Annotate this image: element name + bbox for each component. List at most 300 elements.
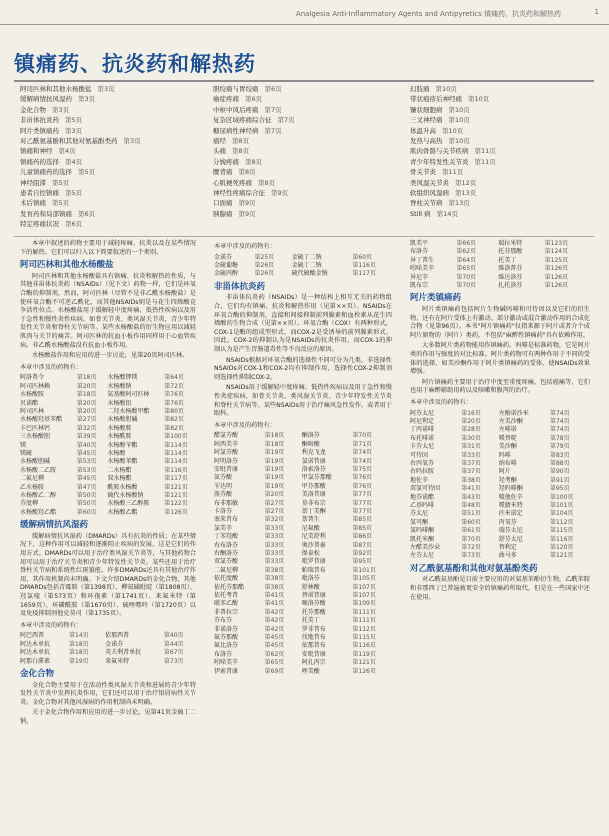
paragraph: 金化合物主要用于在活动性类风湿关节炎和进展的青少年特发性关节炎中发挥抗炎作用，它们还可以用于治疗银屑病性关节炎。金化合物对其他风湿病的作用机制尚未明确。 [20, 681, 196, 706]
drug-page: 第50页 [76, 500, 97, 508]
drug-name: 萘普生 [301, 516, 320, 524]
drug-page: 第79页 [549, 443, 570, 451]
drug-name: 右布洛芬 [214, 541, 239, 549]
table-row [410, 477, 590, 485]
drug-page: 第42页 [264, 608, 285, 616]
toc-entry [20, 157, 141, 167]
drug-page: 第100页 [549, 493, 574, 501]
drug-page: 第16页 [461, 409, 481, 417]
table-row [20, 475, 196, 483]
drug-name: 托美丁 [498, 256, 517, 264]
toc-entry-page: 第6页 [245, 95, 263, 104]
toc-entry-page: 第4页 [65, 157, 83, 166]
toc-entry-title: 特定疼痛状况 [20, 220, 59, 229]
drug-name: 阿司匹林赖 [20, 382, 51, 390]
drug-page: 第51页 [461, 510, 481, 518]
drug-page: 第20页 [461, 417, 481, 425]
table-row [214, 441, 392, 449]
toc-entry [213, 115, 295, 125]
toc-entry-title: 复杂区域疼痛综合征 [213, 116, 272, 125]
table-row [214, 575, 392, 583]
toc-entry [213, 198, 295, 208]
drug-name: 酰胺水杨酸 [107, 483, 138, 491]
paragraph: 阿司匹林和其他水杨酸盐具有镇痛、抗炎和解热的性质，与其他非甾体抗炎药（NSAIDs）（见下文）药物一样，它们是环氧合酶的抑制剂，然而，阿司匹林（尽管不是非乙酰水杨酸盐）是使环氧合酶不可逆乙酰化，而其他NSAIDs则是与花生四烯酸竞争活性位点。水杨酸盐用于缓解轻中度疼痛、低热性疾病以及用于急性和慢性炎性疾病，如骨关节炎、类风湿关节炎，青少年特发性关节炎和脊柱关节病等。某些水杨酸盐的衍生物应用以减轻肌肉与关节的痛苦。阿司匹林的抗血小板作用同样用于心血管疾病。非乙酰水杨酸盐没有抗血小板作用。 [20, 272, 196, 349]
toc-entry-page: 第13页 [455, 189, 477, 198]
toc-entry-page: 第7页 [264, 105, 282, 114]
section-heading-salicylates: 阿司匹林和其他水杨酸盐 [20, 260, 114, 271]
toc-entry-title: 肌肉骨骼与关节疾病 [410, 147, 469, 156]
table-row [20, 500, 196, 508]
drug-name: 尼氟酸 [301, 524, 320, 532]
drug-name: 甲氯芬那酸 [301, 474, 332, 482]
drug-page: 第76页 [164, 399, 184, 407]
table-row [20, 649, 196, 657]
drug-name: 阿司匹林 [20, 407, 45, 415]
toc-entry-page: 第10页 [442, 126, 464, 135]
drug-page: 第74页 [352, 457, 373, 465]
drug-page: 第70页 [461, 535, 481, 543]
toc-entry-title: 心肌梗死疼痛 [213, 178, 252, 187]
drug-page: 第31页 [461, 443, 481, 451]
drug-name: 左芬太尼 [410, 552, 435, 560]
drug-name: 瑞拉米特 [498, 240, 523, 247]
drug-name: 水杨酸钠 [107, 382, 132, 390]
table-row [214, 491, 392, 499]
drug-page: 第112页 [352, 625, 376, 633]
drug-page: 第126页 [352, 667, 376, 675]
drug-name: 水杨酸 [107, 449, 126, 457]
drug-page: 第38页 [264, 583, 285, 591]
drug-page: 第100页 [164, 433, 188, 441]
drug-page: 第115页 [549, 527, 574, 535]
toc-entry [213, 146, 295, 156]
table-row [214, 659, 392, 667]
toc-entry [410, 115, 496, 125]
drug-name: 唑美酸 [301, 667, 320, 675]
drug-name: 阿扎丙宗 [301, 659, 326, 667]
drug-name: 帕瑞昔布 [301, 566, 326, 574]
toc-entry [20, 146, 141, 156]
drug-list-label: 本章中涉及的药物有： [214, 421, 276, 429]
drug-table [410, 410, 590, 561]
toc-entry-page: 第3页 [78, 95, 96, 104]
drug-name: 阿那白滞素 [20, 657, 51, 665]
drug-name: 阿洛普令 [20, 374, 45, 382]
drug-page: 第40页 [163, 632, 184, 640]
drug-name: 酮咯酸 [301, 440, 320, 448]
table-row [214, 525, 392, 533]
toc-entry-page: 第10页 [448, 137, 470, 146]
drug-name: 二羟水杨酸甲酯 [107, 407, 150, 415]
drug-name: 尼美舒利 [301, 533, 326, 541]
drug-name: 纳布啡 [498, 460, 517, 467]
drug-name: 酮洛芬 [301, 432, 320, 440]
drug-page: 第114页 [164, 449, 188, 457]
toc-entry [20, 94, 141, 104]
table-row [410, 265, 590, 273]
paragraph: 大多数阿片类药物能用作镇痛药。吗啡是标准药物，它是阿片类的作用与强度的对比标准。阿片类药物可有两种作用于不同的受体的选择，如美沙酮作用于阿片类镇痛药的受体，使NSAIDs效果增强。 [410, 342, 590, 376]
drug-page: 第107页 [352, 583, 376, 591]
drug-name: 乙基吗啡 [410, 502, 435, 510]
drug-name: 水杨酸胺 [107, 424, 132, 432]
drug-list-label: 本章中涉及的药物有： [20, 621, 82, 629]
drug-page: 第74页 [549, 426, 570, 434]
toc-entry [410, 146, 496, 156]
toc-entry [20, 126, 141, 136]
paragraph: 非甾体抗炎药（NSAIDs）是一种结构上相互无关的药物组合，它们均有镇痛、抗炎和解热作用（见第××页）。NSAIDs在环氧合酶的抑制剂，直接和间接抑制前列腺素和血栓素从花生四烯酸的生物合成（见第××页）。环氧合酶（COX）有两种形式，COX-1是酶的组成型形式，而COX-2是受诱导的前列腺素形式。因此，COX-2的抑制认为是NSAIDs的抗炎作用，而COX-1的抑制认为是产生胃肠道毒性等不良反应的原因。 [214, 294, 392, 353]
drug-page: 第105页 [352, 575, 376, 583]
drug-name: 氯美辛 [214, 524, 233, 532]
table-row [20, 433, 196, 441]
drug-name: 哌替啶 [498, 434, 517, 442]
table-row [20, 425, 196, 433]
table-row [410, 494, 590, 502]
drug-page: 第50页 [76, 492, 97, 499]
drug-name: 二水杨酯 [107, 466, 132, 474]
drug-page: 第119页 [352, 650, 376, 658]
table-row [410, 510, 590, 518]
drug-page: 第126页 [164, 508, 188, 516]
body-column-2 [214, 240, 392, 679]
drug-name: 托芬那酸 [498, 248, 523, 256]
toc-entry [410, 84, 496, 94]
drug-page: 第33页 [264, 558, 285, 566]
drug-page: 第114页 [164, 458, 188, 466]
drug-name: 安吡昔康 [301, 650, 326, 658]
drug-page: 第41页 [264, 600, 285, 608]
drug-name: 替诺昔康 [301, 592, 326, 600]
drug-page: 第14页 [69, 632, 89, 640]
toc-entry-title: 类风湿关节炎 [410, 178, 449, 187]
drug-page: 第33页 [264, 524, 285, 532]
toc-entry-page: 第8页 [258, 178, 276, 187]
drug-page: 第77页 [352, 491, 373, 499]
drug-name: 维洛普芬 [498, 265, 523, 273]
drug-name: 水杨酸三乙醇胺 [107, 500, 150, 508]
toc-entry [213, 105, 295, 115]
toc-entry-title: 非甾体抗炎药 [20, 116, 59, 125]
toc-column-1 [20, 84, 141, 230]
drug-page: 第18页 [69, 649, 89, 657]
toc-entry [20, 209, 141, 219]
drug-name: 托芬那酸 [301, 608, 326, 616]
table-row [410, 536, 590, 544]
drug-name: 依托芬那酯 [214, 583, 245, 591]
drug-page: 第42页 [264, 617, 285, 625]
drug-name: 贝诺酯 [20, 399, 39, 407]
drug-name: 金诺芬 [214, 253, 233, 261]
drug-page: 第41页 [461, 485, 481, 493]
drug-name: 乙水杨胺 [20, 483, 45, 491]
toc-entry-page: 第3页 [52, 105, 70, 114]
drug-name: 噻洛芬酸 [301, 600, 326, 608]
drug-name: 舒林酸 [301, 583, 320, 591]
drug-page: 第72页 [164, 382, 184, 390]
toc-entry-title: 青少年特发性关节炎 [410, 157, 469, 166]
table-row [20, 467, 196, 475]
drug-page: 第76页 [164, 391, 184, 399]
drug-page: 第76页 [352, 482, 373, 490]
toc-entry [20, 84, 141, 94]
drug-page: 第107页 [352, 592, 376, 600]
toc-entry [410, 94, 496, 104]
toc-entry-title: 头痛 [213, 147, 226, 156]
drug-name: 三水杨酸胆 [20, 433, 51, 441]
drug-name: 托美丁 [301, 617, 320, 625]
toc-entry [213, 136, 295, 146]
drug-name: 羟吗啡酮 [498, 485, 523, 493]
drug-table [20, 632, 196, 666]
drug-name: 右酮洛芬 [214, 550, 239, 557]
drug-page: 第19页 [264, 474, 285, 482]
table-row [214, 533, 392, 541]
drug-page: 第61页 [461, 527, 481, 535]
section-heading-nsaids: 非甾体抗炎药 [214, 281, 266, 292]
drug-page: 第65页 [264, 659, 285, 667]
drug-name: 左醋美沙朵 [410, 544, 441, 552]
toc-entry-title: 软组织风湿病 [410, 189, 449, 198]
toc-entry [20, 219, 141, 229]
drug-name: 曲马多 [498, 552, 517, 560]
drug-page: 第38页 [264, 575, 285, 583]
drug-table [214, 432, 392, 676]
toc-entry-page: 第3页 [65, 126, 83, 135]
drug-name: 水杨酸乙二醇 [20, 492, 57, 499]
drug-name: 扎托洛芬 [498, 282, 523, 290]
drug-name: 苄达明 [214, 482, 233, 490]
paragraph: 阿片镇痛药主要用于治疗中度至重度疼痛，包括癌痛等，它们也用于麻醉辅助用药以及咳嗽和腹泻的治疗。 [410, 378, 590, 395]
drug-name: 异丁普生 [410, 256, 435, 264]
drug-name: 伐地昔布 [301, 634, 326, 642]
toc-entry [410, 198, 496, 208]
drug-page: 第25页 [254, 253, 275, 261]
drug-name: 水杨酸胆碱 [107, 416, 138, 424]
drug-name: 阿片 [498, 468, 511, 476]
toc-entry-page: 第9页 [238, 199, 256, 208]
drug-name: 洛索洛芬 [301, 465, 326, 473]
table-row [20, 391, 196, 399]
drug-page: 第41页 [264, 592, 285, 600]
table-row [214, 567, 392, 575]
drug-name: 溴芬酸 [214, 491, 233, 499]
drug-name: 水杨酸钾镁 [107, 374, 138, 382]
drug-name: 醋氯芬酸 [214, 432, 239, 440]
toc-entry-page: 第13页 [448, 199, 470, 208]
drug-name: 双氢可待因 [410, 485, 441, 493]
drug-page: 第73页 [461, 552, 481, 560]
toc-entry [213, 84, 295, 94]
drug-page: 第70页 [456, 273, 477, 281]
drug-page: 第90页 [549, 468, 570, 476]
drug-page: 第121页 [549, 552, 574, 560]
drug-page: 第72页 [461, 544, 481, 552]
drug-page: 第30页 [461, 434, 481, 442]
drug-page: 第62页 [264, 650, 285, 658]
toc-entry-page: 第8页 [232, 147, 250, 156]
drug-name: 甲芬那酸 [301, 482, 326, 490]
drug-page: 第66页 [456, 240, 477, 247]
drug-name: 吲哚美辛 [410, 265, 435, 273]
drug-page: 第28页 [461, 426, 481, 434]
table-row [214, 474, 392, 482]
toc-entry [20, 188, 141, 198]
toc-entry [213, 157, 295, 167]
section-heading-dmards: 缓解病情抗风湿药 [20, 520, 89, 531]
toc-entry-title: Still 病 [410, 209, 431, 218]
drug-name: 金硫丁二钠 [291, 253, 322, 261]
drug-name: 阿达木单抗 [20, 640, 51, 648]
drug-name: 异尼辛 [410, 273, 429, 281]
table-row [410, 452, 590, 460]
drug-name: 舒芬太尼 [498, 535, 523, 543]
table-row [410, 519, 590, 527]
drug-page: 第18页 [69, 640, 89, 648]
drug-page: 第20页 [264, 491, 285, 499]
drug-name: 阿巴西普 [20, 632, 45, 640]
toc-entry [410, 178, 496, 188]
toc-entry [20, 198, 141, 208]
paragraph: 对乙酰氨基酚是目前主要应用的对氨基苯酚衍生物，乙酰苯胺和非那西丁已普遍被更安全的镇痛药所取代，但是在一些国家中还在使用。 [410, 576, 590, 601]
table-row [214, 642, 392, 650]
drug-name: 吡罗昔康 [301, 558, 326, 566]
drug-page: 第125页 [544, 256, 569, 264]
drug-page: 第76页 [352, 474, 373, 482]
toc-entry [20, 115, 141, 125]
drug-name: 替利定 [498, 544, 517, 552]
toc-entry-title: 金化合物 [20, 105, 46, 114]
drug-page: 第88页 [549, 460, 570, 467]
drug-name: 阿达木单抗 [20, 649, 51, 657]
drug-page: 第64页 [164, 374, 184, 382]
paragraph: 缓解病情抗风湿药（DMARDs）具有抗炎的性质；在某些情况下，这种作用可以减轻和逐渐阻止疾病的发展，这是它们的作用方式。DMARDs可以用于治疗类风湿关节炎等，与其他药物合用可以用于治疗关节炎和青少年特发性关节炎。某些还用于治疗脊柱关节病和系统性红斑狼疮。许多DMARDs还具有其他治疗作用，其作用机制尚未明确。下文介绍DMARDs的金化合物，其他DMARDs包括青霉胺（第1398页）、柳氮磺吡啶（第1808页）、羟氯喹（第573页）和环孢素（第1741页）、来氟米特（第1659页）、环磷酰胺（第1670页）、硫唑嘌呤（第1720页）以及免疫抑制剂他克莫司（第1735页）。 [20, 532, 196, 618]
drug-page: 第112页 [549, 518, 574, 526]
toc-entry-title: 发育药和局部镇痛 [20, 209, 72, 218]
toc-entry-page: 第11页 [474, 147, 496, 156]
drug-page: 第74页 [549, 409, 570, 417]
drug-name: 依那昔布 [301, 642, 326, 650]
body-column-3 [410, 240, 590, 604]
toc-entry-page: 第5页 [65, 189, 83, 198]
running-header [0, 0, 609, 25]
toc-entry [20, 136, 141, 146]
toc-entry-page: 第8页 [232, 137, 250, 146]
drug-page: 第45页 [264, 642, 285, 650]
drug-page: 第121页 [352, 659, 376, 667]
drug-name: 羟考酮 [498, 476, 517, 484]
drug-page: 第18页 [76, 374, 97, 382]
drug-page: 第126页 [544, 265, 569, 273]
drug-name: 布非那敏 [214, 499, 239, 507]
table-row [214, 668, 392, 676]
toc-entry-title: 口面痛 [213, 199, 233, 208]
drug-name: 氯诺昔康 [301, 457, 326, 465]
table-row [214, 254, 392, 262]
drug-page: 第44页 [163, 640, 184, 648]
section-heading-gold: 金化合物 [20, 668, 55, 679]
table-row [20, 509, 196, 517]
drug-page: 第40页 [76, 441, 97, 449]
paragraph: 关于金化合物作用和应用的进一步讨论，见第41页金硫丁二钠。 [20, 709, 196, 725]
toc-divider [14, 236, 594, 237]
toc-entry-title: 脊柱关节病 [410, 199, 443, 208]
drug-name: 凯美平 [410, 240, 429, 247]
drug-name: 氟比洛芬 [214, 642, 239, 650]
toc-entry-page: 第8页 [238, 168, 256, 177]
drug-page: 第19页 [264, 449, 285, 457]
drug-page: 第124页 [544, 248, 569, 256]
table-row [214, 558, 392, 566]
table-row [20, 641, 196, 649]
toc-entry-title: 阿片类镇痛药 [20, 126, 59, 135]
drug-name: 伊索昔康 [214, 667, 239, 675]
toc-entry [20, 178, 141, 188]
paragraph: 水杨酸盐作用和应用的进一步讨论，见第20页阿司匹林。 [32, 352, 189, 360]
drug-page: 第45页 [76, 449, 97, 457]
toc-entry-title: 体温升高 [410, 126, 436, 135]
toc-entry [213, 126, 295, 136]
drug-name: 利克飞龙 [301, 449, 326, 457]
toc-entry-page: 第5页 [78, 168, 96, 177]
drug-name: 水杨酸羟基苯酯 [20, 416, 63, 424]
drug-page: 第77页 [352, 499, 373, 507]
drug-page: 第123页 [544, 240, 569, 247]
toc-entry [213, 178, 295, 188]
drug-name: 硫代水杨酸钠 [107, 492, 144, 499]
drug-page: 第78页 [549, 434, 570, 442]
toc-entry-page: 第5页 [65, 116, 83, 125]
drug-name: 氟芬那酸 [214, 634, 239, 642]
drug-name: 水杨酸苯酯 [107, 458, 138, 466]
toc-entry [410, 167, 496, 177]
drug-page: 第67页 [163, 649, 184, 657]
drug-page: 第20页 [76, 399, 97, 407]
drug-name: 水杨酰胺 [107, 433, 132, 441]
drug-page: 第60页 [352, 253, 373, 261]
drug-name: 瑞芬太尼 [498, 527, 523, 535]
section-heading-paracetamol: 对乙酰氨基酚和其他对氨基酚类药 [410, 563, 538, 574]
drug-name: 阿氯芬酸 [214, 449, 239, 457]
drug-name: 匹米诺定 [498, 510, 523, 518]
toc-entry-title: 糖尿病性神经病 [213, 126, 259, 135]
drug-name: 双水杨酯 [107, 475, 132, 483]
drug-page: 第38页 [461, 476, 481, 484]
drug-page: 第87页 [352, 541, 373, 549]
toc-entry [410, 126, 496, 136]
toc-entry-title: 中枢中风后疼痛 [213, 105, 259, 114]
drug-page: 第48页 [461, 502, 481, 510]
table-row [20, 484, 196, 492]
drug-name: 水杨酸铝 [107, 399, 132, 407]
drug-name: 依托度酸 [214, 575, 239, 583]
drug-list-label: 本章中涉及的药物有： [410, 398, 472, 406]
toc-entry [213, 209, 295, 219]
drug-page: 第116页 [164, 466, 188, 474]
table-row [410, 552, 590, 560]
drug-name: 凯布宗 [410, 282, 429, 290]
drug-page: 第95页 [549, 485, 570, 493]
drug-page: 第116页 [549, 535, 574, 543]
drug-page: 第32页 [264, 516, 285, 524]
drug-page: 第33页 [264, 533, 285, 541]
drug-page: 第71页 [352, 440, 373, 448]
drug-name: 芬布芬 [214, 617, 233, 625]
drug-page: 第60页 [461, 518, 481, 526]
drug-page: 第65页 [456, 265, 477, 273]
drug-page: 第117页 [352, 270, 376, 278]
toc-entry-page: 第6页 [65, 220, 83, 229]
toc-entry-title: 腰背痛 [213, 168, 233, 177]
chapter-title: 镇痛药、抗炎药和解热药 [14, 51, 256, 76]
